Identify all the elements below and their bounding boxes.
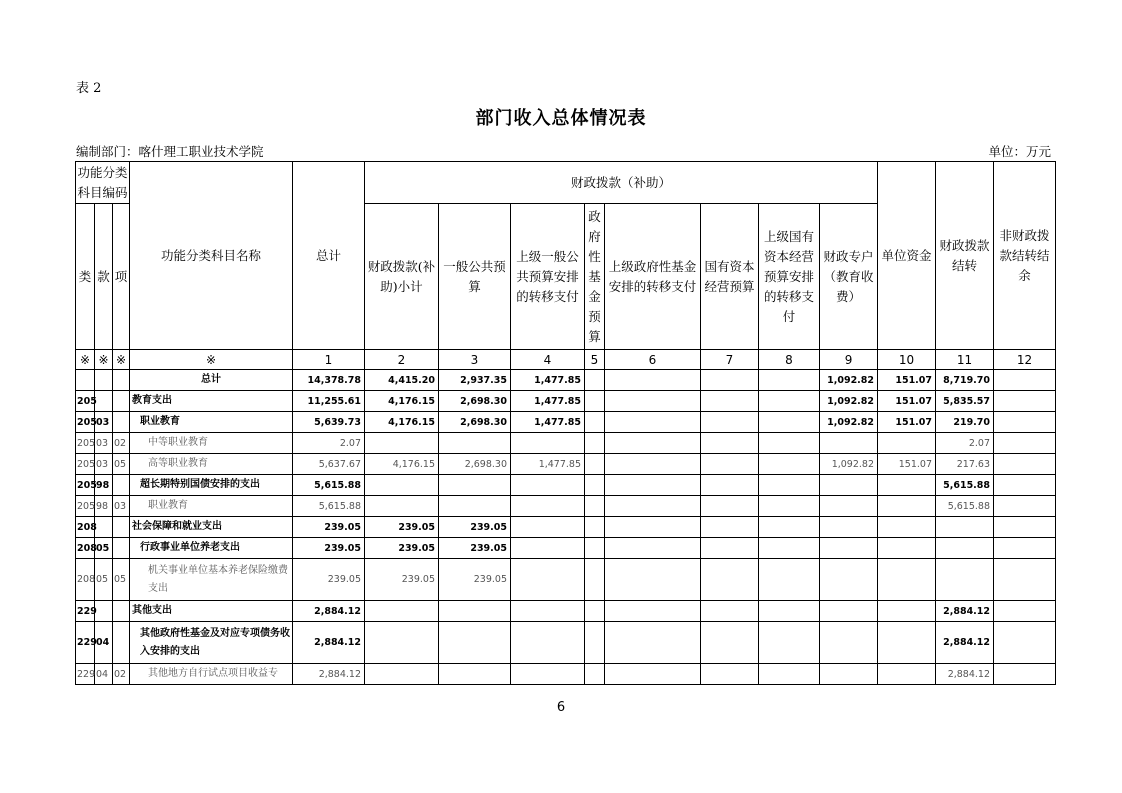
subject-name: 其他政府性基金及对应专项债务收入安排的支出 [130,622,293,664]
value-cell [605,391,701,412]
value-cell [605,622,701,664]
value-cell: 239.05 [439,517,511,538]
value-cell [994,391,1056,412]
value-cell: 219.70 [936,412,994,433]
subject-name: 高等职业教育 [130,454,293,475]
value-cell [585,391,605,412]
value-cell [994,559,1056,601]
value-cell [605,496,701,517]
value-cell: 239.05 [439,538,511,559]
index-cell: 11 [936,350,994,370]
value-cell: 2,884.12 [293,664,365,685]
value-cell [878,496,936,517]
value-cell [585,454,605,475]
value-cell [994,496,1056,517]
header-name: 功能分类科目名称 [130,162,293,350]
code-lei: 205 [76,475,95,496]
code-kuan [95,391,113,412]
code-xiang: 03 [113,496,130,517]
value-cell: 2,698.30 [439,412,511,433]
value-cell [994,370,1056,391]
value-cell [511,559,585,601]
value-cell [994,622,1056,664]
index-cell: 4 [511,350,585,370]
code-lei: 205 [76,433,95,454]
code-kuan: 98 [95,475,113,496]
value-cell: 2,698.30 [439,391,511,412]
value-cell: 2,884.12 [293,601,365,622]
value-cell [820,517,878,538]
value-cell [585,370,605,391]
value-cell [759,517,820,538]
value-cell [365,475,439,496]
value-cell [701,370,759,391]
table-row [76,538,1056,559]
code-xiang [113,601,130,622]
value-cell [994,601,1056,622]
value-cell [585,538,605,559]
table-row [76,517,1056,538]
header-c1: 财政拨款(补助)小计 [365,204,439,350]
value-cell [511,496,585,517]
value-cell [701,433,759,454]
subject-name: 其他支出 [130,601,293,622]
value-cell: 8,719.70 [936,370,994,391]
code-kuan: 05 [95,538,113,559]
value-cell [759,622,820,664]
value-cell [701,391,759,412]
code-kuan: 04 [95,664,113,685]
value-cell [994,517,1056,538]
value-cell [759,601,820,622]
code-kuan: 98 [95,496,113,517]
value-cell: 2.07 [293,433,365,454]
index-cell: 12 [994,350,1056,370]
value-cell [605,370,701,391]
value-cell [701,496,759,517]
value-cell: 2,937.35 [439,370,511,391]
code-kuan: 03 [95,433,113,454]
value-cell [759,538,820,559]
code-lei: 229 [76,601,95,622]
header-c10: 财政拨款结转 [936,162,994,350]
value-cell [701,601,759,622]
code-xiang [113,391,130,412]
value-cell: 217.63 [936,454,994,475]
value-cell [365,601,439,622]
value-cell [936,538,994,559]
subject-name: 职业教育 [130,496,293,517]
code-kuan [95,517,113,538]
value-cell: 151.07 [878,370,936,391]
value-cell [820,601,878,622]
value-cell [759,370,820,391]
value-cell [878,475,936,496]
value-cell: 239.05 [439,559,511,601]
value-cell: 5,639.73 [293,412,365,433]
code-kuan: 03 [95,412,113,433]
value-cell [439,475,511,496]
value-cell [759,496,820,517]
header-c2: 一般公共预算 [439,204,511,350]
value-cell [759,433,820,454]
value-cell [759,664,820,685]
table-row [76,622,1056,664]
header-czbk-group: 财政拨款（补助） [365,162,878,204]
value-cell [878,664,936,685]
value-cell [759,391,820,412]
value-cell [820,622,878,664]
value-cell [994,664,1056,685]
subject-name: 行政事业单位养老支出 [130,538,293,559]
table-row [76,454,1056,475]
value-cell [439,433,511,454]
value-cell [701,559,759,601]
value-cell: 5,615.88 [293,475,365,496]
value-cell [511,433,585,454]
value-cell [605,601,701,622]
value-cell [936,559,994,601]
value-cell [878,433,936,454]
code-xiang [113,370,130,391]
value-cell: 239.05 [365,538,439,559]
value-cell [994,412,1056,433]
header-c4: 政府性基金预算 [585,204,605,350]
value-cell: 1,477.85 [511,391,585,412]
value-cell [878,517,936,538]
value-cell: 239.05 [365,559,439,601]
value-cell [759,559,820,601]
table-row [76,475,1056,496]
code-lei: 205 [76,412,95,433]
value-cell: 151.07 [878,391,936,412]
subject-name: 机关事业单位基本养老保险缴费支出 [130,559,293,601]
value-cell [878,559,936,601]
value-cell [701,475,759,496]
value-cell [878,538,936,559]
value-cell [820,559,878,601]
table-row [76,391,1056,412]
value-cell: 239.05 [293,559,365,601]
value-cell [701,412,759,433]
header-c7: 上级国有资本经营预算安排的转移支付 [759,204,820,350]
value-cell [439,496,511,517]
value-cell: 1,092.82 [820,412,878,433]
value-cell: 5,637.67 [293,454,365,475]
value-cell [585,622,605,664]
index-cell: ※ [130,350,293,370]
code-xiang: 02 [113,433,130,454]
code-xiang [113,517,130,538]
value-cell: 2,884.12 [936,664,994,685]
value-cell [585,496,605,517]
index-cell: 8 [759,350,820,370]
value-cell: 239.05 [365,517,439,538]
subject-name: 超长期特别国债安排的支出 [130,475,293,496]
table-row [76,496,1056,517]
code-xiang: 02 [113,664,130,685]
value-cell [820,433,878,454]
value-cell [511,622,585,664]
index-cell: 9 [820,350,878,370]
value-cell [585,664,605,685]
table-row [76,433,1056,454]
code-kuan: 03 [95,454,113,475]
code-xiang: 05 [113,559,130,601]
subject-name: 中等职业教育 [130,433,293,454]
value-cell: 2,698.30 [439,454,511,475]
value-cell: 5,615.88 [936,475,994,496]
code-lei [76,370,95,391]
value-cell: 1,477.85 [511,412,585,433]
header-c11: 非财政拨款结转结余 [994,162,1056,350]
value-cell [365,664,439,685]
index-cell: ※ [76,350,95,370]
value-cell [820,538,878,559]
code-lei: 208 [76,517,95,538]
header-xiang: 项 [113,204,130,350]
index-cell: 5 [585,350,605,370]
value-cell: 1,092.82 [820,454,878,475]
value-cell: 5,615.88 [936,496,994,517]
header-c8: 财政专户（教育收费） [820,204,878,350]
code-lei: 205 [76,391,95,412]
value-cell: 1,477.85 [511,454,585,475]
code-kuan [95,370,113,391]
value-cell: 4,176.15 [365,391,439,412]
value-cell [701,517,759,538]
index-cell: 10 [878,350,936,370]
index-cell: 6 [605,350,701,370]
value-cell [511,538,585,559]
header-c9: 单位资金 [878,162,936,350]
value-cell [820,496,878,517]
header-lei: 类 [76,204,95,350]
value-cell [585,559,605,601]
value-cell [585,517,605,538]
subject-name: 其他地方自行试点项目收益专 [130,664,293,685]
header-code-group: 功能分类科目编码 [76,162,130,204]
table-tag: 表 2 [76,81,102,96]
value-cell [878,622,936,664]
department-label: 编制部门：喀什理工职业技术学院 [76,144,264,159]
code-xiang [113,475,130,496]
value-cell [605,559,701,601]
value-cell [585,601,605,622]
value-cell [759,454,820,475]
code-kuan [95,601,113,622]
value-cell [936,517,994,538]
code-lei: 208 [76,538,95,559]
code-xiang [113,412,130,433]
code-lei: 229 [76,664,95,685]
value-cell: 2.07 [936,433,994,454]
index-cell: 1 [293,350,365,370]
header-c6: 国有资本经营预算 [701,204,759,350]
header-c5: 上级政府性基金安排的转移支付 [605,204,701,350]
value-cell [701,538,759,559]
value-cell: 14,378.78 [293,370,365,391]
value-cell: 5,615.88 [293,496,365,517]
value-cell: 5,835.57 [936,391,994,412]
value-cell [878,601,936,622]
index-cell: 7 [701,350,759,370]
value-cell [511,664,585,685]
value-cell [439,601,511,622]
index-cell: ※ [95,350,113,370]
value-cell [994,538,1056,559]
value-cell: 11,255.61 [293,391,365,412]
value-cell [605,538,701,559]
value-cell: 2,884.12 [936,601,994,622]
code-xiang: 05 [113,454,130,475]
value-cell: 2,884.12 [936,622,994,664]
value-cell: 1,477.85 [511,370,585,391]
page-title: 部门收入总体情况表 [475,108,647,129]
table-row [76,370,1056,391]
code-kuan: 05 [95,559,113,601]
value-cell [439,664,511,685]
value-cell: 239.05 [293,538,365,559]
value-cell [759,412,820,433]
income-table [75,161,1056,685]
value-cell [820,664,878,685]
value-cell [701,454,759,475]
value-cell: 4,176.15 [365,412,439,433]
code-xiang [113,622,130,664]
value-cell [605,454,701,475]
subject-name: 社会保障和就业支出 [130,517,293,538]
subject-name: 教育支出 [130,391,293,412]
index-cell: ※ [113,350,130,370]
value-cell: 239.05 [293,517,365,538]
subject-name: 职业教育 [130,412,293,433]
code-lei: 208 [76,559,95,601]
value-cell: 2,884.12 [293,622,365,664]
value-cell [585,475,605,496]
value-cell [994,454,1056,475]
value-cell: 4,415.20 [365,370,439,391]
value-cell [365,496,439,517]
subject-name: 总计 [130,370,293,391]
value-cell [365,433,439,454]
value-cell: 4,176.15 [365,454,439,475]
value-cell [605,475,701,496]
unit-label: 单位：万元 [988,144,1051,159]
value-cell [511,601,585,622]
value-cell [701,664,759,685]
table-row [76,412,1056,433]
value-cell [585,412,605,433]
value-cell: 1,092.82 [820,391,878,412]
table-row [76,664,1056,685]
header-c3: 上级一般公共预算安排的转移支付 [511,204,585,350]
header-kuan: 款 [95,204,113,350]
value-cell [585,433,605,454]
table-row [76,601,1056,622]
table-row [76,559,1056,601]
value-cell [605,664,701,685]
code-lei: 229 [76,622,95,664]
code-lei: 205 [76,496,95,517]
page-number: 6 [556,700,566,715]
value-cell: 1,092.82 [820,370,878,391]
index-cell: 2 [365,350,439,370]
value-cell [701,622,759,664]
value-cell [605,433,701,454]
value-cell [994,433,1056,454]
value-cell: 151.07 [878,412,936,433]
value-cell [365,622,439,664]
value-cell [759,475,820,496]
value-cell [820,475,878,496]
code-kuan: 04 [95,622,113,664]
code-lei: 205 [76,454,95,475]
code-xiang [113,538,130,559]
value-cell [605,517,701,538]
value-cell [605,412,701,433]
value-cell [511,475,585,496]
index-row [76,350,1056,370]
value-cell [511,517,585,538]
value-cell: 151.07 [878,454,936,475]
value-cell [994,475,1056,496]
value-cell [439,622,511,664]
header-total: 总计 [293,162,365,350]
index-cell: 3 [439,350,511,370]
